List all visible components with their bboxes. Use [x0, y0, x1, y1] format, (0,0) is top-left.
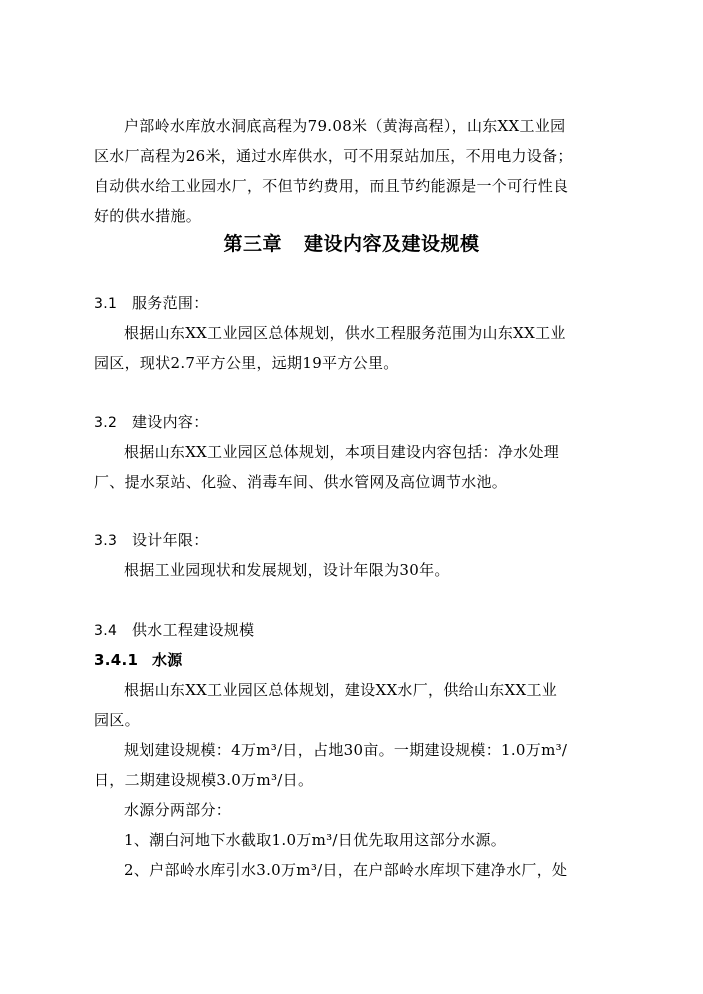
- section-title: 服务范围：: [132, 294, 209, 312]
- section-3-3-line-1: 根据工业园现状和发展规划，设计年限为30年。: [124, 561, 450, 579]
- section-title: 供水工程建设规模: [132, 621, 255, 639]
- section-heading-3-4: [94, 620, 614, 641]
- section-number: 3.2: [94, 415, 118, 431]
- chapter-number: 第三章: [223, 233, 282, 255]
- section-heading-3-2: [94, 412, 614, 433]
- section-3-2-line-1: 根据山东XX工业园区总体规划，本项目建设内容包括：净水处理: [124, 443, 560, 461]
- subsection-line-4: 日，二期建设规模3.0万m³/日。: [94, 771, 314, 789]
- section-title: 建设内容：: [132, 413, 209, 431]
- subsection-line-6: 1、潮白河地下水截取1.0万m³/日优先取用这部分水源。: [124, 831, 507, 849]
- intro-line-3: 自动供水给工业园水厂，不但节约费用，而且节约能源是一个可行性良: [94, 177, 569, 195]
- subsection-line-5: 水源分两部分：: [124, 801, 232, 819]
- section-heading-3-3: [94, 530, 614, 551]
- subsection-title: 水源: [152, 651, 183, 669]
- section-number: 3.3: [94, 533, 118, 549]
- subsection-line-3: 规划建设规模：4万m³/日，占地30亩。一期建设规模：1.0万m³/: [124, 741, 568, 759]
- subsection-line-1: 根据山东XX工业园区总体规划，建设XX水厂，供给山东XX工业: [124, 681, 558, 699]
- section-number: 3.1: [94, 296, 118, 312]
- intro-line-4: 好的供水措施。: [94, 207, 202, 225]
- chapter-heading: [0, 232, 703, 256]
- subsection-heading-3-4-1: [94, 650, 614, 670]
- chapter-title: 建设内容及建设规模: [304, 233, 480, 255]
- subsection-line-7: 2、户部岭水库引水3.0万m³/日，在户部岭水库坝下建净水厂，处: [124, 861, 568, 879]
- subsection-line-2: 园区。: [94, 711, 140, 729]
- subsection-number: 3.4.1: [94, 651, 139, 669]
- section-title: 设计年限：: [132, 531, 209, 549]
- section-heading-3-1: [94, 293, 614, 314]
- intro-line-2: 区水厂高程为26米，通过水库供水，可不用泵站加压，不用电力设备；: [94, 147, 573, 165]
- section-3-1-line-2: 园区，现状2.7平方公里，远期19平方公里。: [94, 354, 399, 372]
- section-number: 3.4: [94, 623, 118, 639]
- section-3-2-line-2: 厂、提水泵站、化验、消毒车间、供水管网及高位调节水池。: [94, 473, 508, 491]
- intro-line-1: 户部岭水库放水洞底高程为79.08米（黄海高程），山东XX工业园: [124, 117, 566, 135]
- section-3-1-line-1: 根据山东XX工业园区总体规划，供水工程服务范围为山东XX工业: [124, 324, 566, 342]
